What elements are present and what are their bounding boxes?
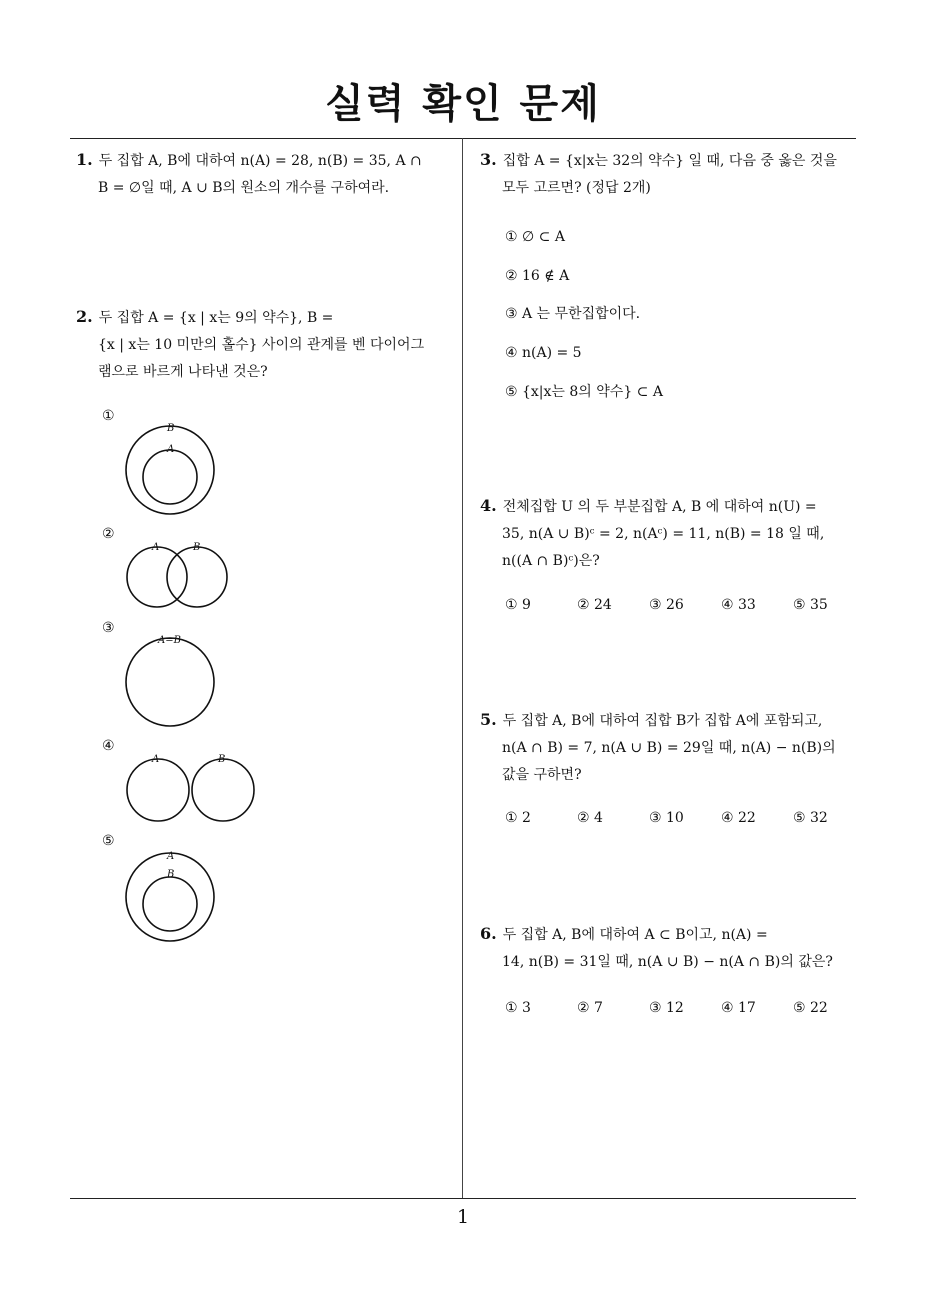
question-text-line2: n(A ∩ B) = 7, n(A ∪ B) = 29일 때, n(A) − n(B)의 (502, 740, 836, 756)
question-text-line3: 값을 구하면? (502, 767, 582, 783)
question-text-line1: 전체집합 U 의 두 부분집합 A, B 에 대하여 n(U) = (502, 499, 817, 515)
question-text-line2: 35, n(A ∪ B)ᶜ = 2, n(Aᶜ) = 11, n(B) = 18 일 때, (502, 526, 825, 542)
set-label: B (218, 754, 226, 765)
question-number: 2. (76, 307, 93, 326)
option-marker[interactable]: ④ (102, 738, 115, 754)
question-6 (480, 920, 864, 976)
answer-option[interactable]: ① 9 (505, 597, 531, 613)
question-5 (480, 706, 864, 789)
set-label: B (193, 542, 201, 553)
question-text-line1: 두 집합 A, B에 대하여 집합 B가 집합 A에 포함되고, (502, 713, 823, 729)
option-marker[interactable]: ③ (102, 620, 115, 636)
answer-option[interactable]: ⑤ 35 (793, 597, 828, 613)
circle-b (192, 759, 254, 821)
bottom-rule (70, 1198, 856, 1199)
question-text-line3: 램으로 바르게 나타낸 것은? (98, 364, 268, 380)
outer-circle (126, 853, 214, 941)
circle-a (127, 547, 187, 607)
question-text-line1: 두 집합 A, B에 대하여 n(A) = 28, n(B) = 35, A ∩ (98, 153, 422, 169)
answer-options-row (505, 810, 865, 826)
answer-option[interactable]: ④ 33 (721, 597, 756, 613)
top-rule (70, 138, 856, 139)
question-number: 4. (480, 496, 497, 515)
question-text-line1: 집합 A = {x|x는 32의 약수} 일 때, 다음 중 옳은 것을 (502, 153, 837, 169)
option-marker[interactable]: ⑤ (102, 833, 115, 849)
answer-option[interactable]: ⑤ {x|x는 8의 약수} ⊂ A (505, 384, 663, 400)
single-circle (126, 638, 214, 726)
set-label: B (167, 869, 175, 880)
set-label: A (167, 851, 175, 862)
venn-diagram-disjoint (120, 752, 260, 824)
question-4 (480, 492, 864, 575)
answer-option[interactable]: ⑤ 32 (793, 810, 828, 826)
answer-option[interactable]: ③ A 는 무한집합이다. (505, 306, 641, 322)
question-number: 6. (480, 924, 497, 943)
answer-option[interactable]: ④ n(A) = 5 (505, 345, 582, 361)
venn-diagram-subset-a-in-b (120, 420, 220, 510)
set-label: A (152, 754, 160, 765)
question-text-line1: 두 집합 A, B에 대하여 A ⊂ B이고, n(A) = (502, 927, 768, 943)
answer-option[interactable]: ② 24 (577, 597, 612, 613)
answer-option[interactable]: ④ 17 (721, 1000, 756, 1016)
option-marker[interactable]: ② (102, 526, 115, 542)
set-label: A (152, 542, 160, 553)
answer-option[interactable]: ② 7 (577, 1000, 603, 1016)
answer-option[interactable]: ④ 22 (721, 810, 756, 826)
question-number: 3. (480, 150, 497, 169)
answer-option[interactable]: ① ∅ ⊂ A (505, 229, 565, 245)
inner-circle (143, 877, 197, 931)
question-text-line3: n((A ∩ B)ᶜ)은? (502, 553, 600, 569)
answer-option[interactable]: ③ 10 (649, 810, 684, 826)
answer-option[interactable]: ② 4 (577, 810, 603, 826)
question-1 (76, 146, 460, 202)
circle-a (127, 759, 189, 821)
answer-option[interactable]: ① 3 (505, 1000, 531, 1016)
set-label: B (167, 423, 175, 434)
page-title: 실력 확인 문제 (325, 81, 601, 127)
question-3 (480, 146, 864, 202)
question-2 (76, 303, 460, 386)
question-text-line2: 14, n(B) = 31일 때, n(A ∪ B) − n(A ∩ B)의 값은? (502, 954, 833, 970)
answer-options-row (505, 1000, 865, 1016)
circle-b (167, 547, 227, 607)
question-text-line2: {x | x는 10 미만의 홀수} 사이의 관계를 벤 다이어그 (98, 337, 425, 353)
set-label: A=B (158, 635, 181, 646)
answer-option[interactable]: ③ 12 (649, 1000, 684, 1016)
question-text-line2: 모두 고르면? (정답 2개) (502, 180, 651, 196)
option-marker[interactable]: ① (102, 408, 115, 424)
page-number: 1 (456, 1206, 470, 1228)
answer-option[interactable]: ⑤ 22 (793, 1000, 828, 1016)
venn-diagram-equal-sets (120, 632, 220, 727)
question-number: 1. (76, 150, 93, 169)
answer-options-row (505, 597, 865, 613)
outer-circle (126, 426, 214, 514)
column-divider (462, 138, 463, 1198)
question-number: 5. (480, 710, 497, 729)
answer-option[interactable]: ② 16 ∉ A (505, 268, 570, 284)
inner-circle (143, 450, 197, 504)
question-text-line2: B = ∅일 때, A ∪ B의 원소의 개수를 구하여라. (98, 180, 390, 196)
venn-diagram-overlapping (120, 540, 232, 610)
set-label: A (167, 444, 175, 455)
answer-option[interactable]: ③ 26 (649, 597, 684, 613)
question-text-line1: 두 집합 A = {x | x는 9의 약수}, B = (98, 310, 334, 326)
venn-diagram-subset-b-in-a (120, 847, 220, 942)
answer-option[interactable]: ① 2 (505, 810, 531, 826)
